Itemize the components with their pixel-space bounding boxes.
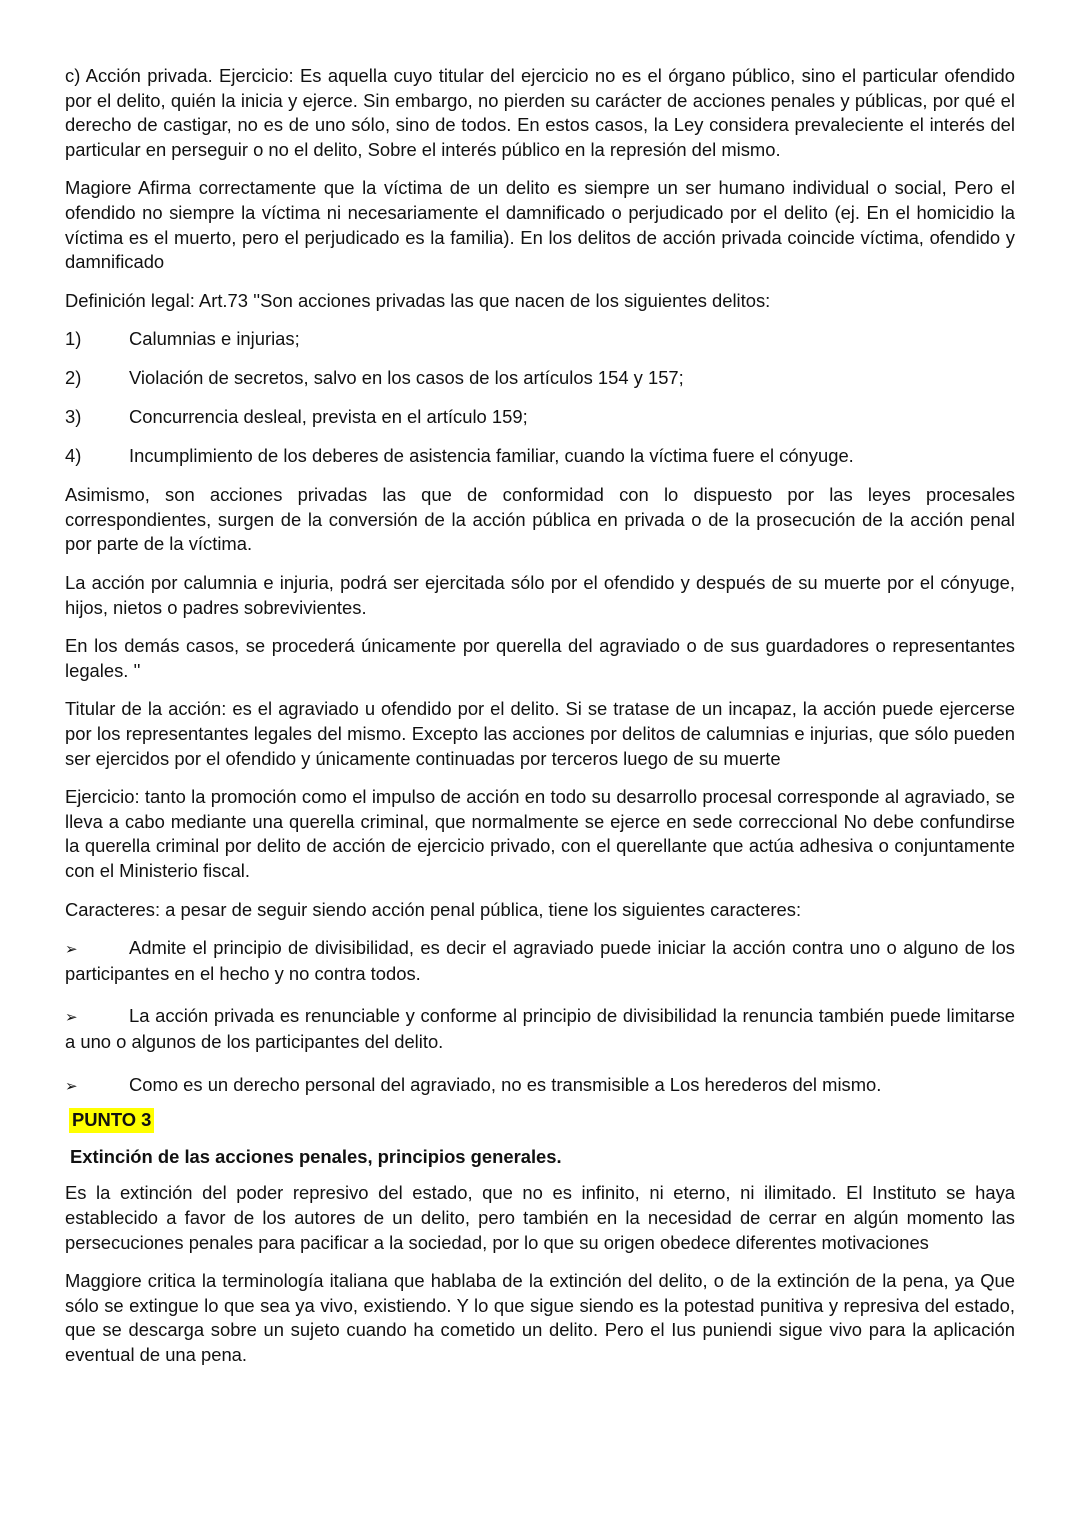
- paragraph-extincion: Es la extinción del poder represivo del estado, que no es infinito, ni eterno, ni ilimitado. El Instituto se haya establecido a favor de los autores de un delito, pero también en la necesidad de cerrar en algún momento las persecuciones penales para pacificar a la sociedad, por lo que su origen obedece diferentes motivaciones: [65, 1182, 1015, 1253]
- list-item: [65, 444, 1015, 469]
- paragraph-titular: Titular de la acción: es el agraviado u ofendido por el delito. Si se tratase de un incapaz, la acción puede ejercerse por los representantes legales del mismo. Excepto las acciones por delitos de calumnias e injurias, que sólo pueden ser ejercidos por el ofendido y únicamente continuadas por terceros luego de su muerte: [65, 698, 1015, 769]
- paragraph-accion-privada: c) Acción privada. Ejercicio: Es aquella cuyo titular del ejercicio no es el órgano público, sino el particular ofendido por el delito, quién la inicia y ejerce. Sin embargo, no pierden su carácter de acciones penales y públicas, por qué el derecho de castigar, no es de uno sólo, sino de todos. En estos casos, la Ley considera prevaleciente el interés del particular en perseguir o no el delito, Sobre el interés público en la represión del mismo.: [65, 65, 1015, 160]
- paragraph-calumnia: La acción por calumnia e injuria, podrá ser ejercitada sólo por el ofendido y después de su muerte por el cónyuge, hijos, nietos o padres sobrevivientes.: [65, 572, 1015, 618]
- document-page: [65, 64, 1015, 1382]
- list-item-text: Incumplimiento de los deberes de asistencia familiar, cuando la víctima fuere el cónyuge.: [129, 445, 854, 467]
- paragraph-magiore: Magiore Afirma correctamente que la víctima de un delito es siempre un ser humano individual o social, Pero el ofendido no siempre la víctima ni necesariamente el damnificado o perjudicado por el delito (ej. En el homicidio la víctima es el muerto, pero el perjudicado es la familia). En los delitos de acción privada coincide víctima, ofendido y damnificado: [65, 177, 1015, 273]
- list-item: [65, 366, 1015, 391]
- list-item-text: Concurrencia desleal, prevista en el artículo 159;: [129, 406, 528, 428]
- bullet-item: [65, 936, 1015, 986]
- list-item-text: Violación de secretos, salvo en los casos de los artículos 154 y 157;: [129, 367, 684, 389]
- punto-heading-row: [65, 1108, 1015, 1145]
- paragraph-demas-casos: En los demás casos, se procederá únicamente por querella del agraviado o de sus guardadores o representantes legales. '': [65, 635, 1015, 681]
- paragraph-asimismo: Asimismo, son acciones privadas las que de conformidad con lo dispuesto por las leyes procesales correspondientes, surgen de la conversión de la acción pública en privada o de la prosecución de la acción penal por parte de la víctima.: [65, 484, 1015, 555]
- bullet-text: La acción privada es renunciable y conforme al principio de divisibilidad la renuncia también puede limitarse a uno o algunos de los participantes del delito.: [65, 1005, 1015, 1052]
- arrow-bullet-icon: ➢: [65, 940, 78, 959]
- bullet-item: [65, 1004, 1015, 1054]
- bullet-text: Admite el principio de divisibilidad, es decir el agraviado puede iniciar la acción contra uno o alguno de los participantes en el hecho y no contra todos.: [65, 937, 1015, 984]
- paragraph-caracteres: Caracteres: a pesar de seguir siendo acción penal pública, tiene los siguientes caracteres:: [65, 898, 802, 920]
- list-item-number: 3): [65, 406, 82, 428]
- list-item-number: 1): [65, 328, 82, 350]
- list-item-text: Calumnias e injurias;: [129, 328, 300, 350]
- punto-heading: PUNTO 3: [69, 1108, 154, 1133]
- bullet-item: [65, 1073, 1015, 1099]
- section-title: Extinción de las acciones penales, principios generales.: [70, 1145, 562, 1167]
- paragraph-definicion-legal: Definición legal: Art.73 ''Son acciones privadas las que nacen de los siguientes delitos:: [65, 289, 771, 311]
- arrow-bullet-icon: ➢: [65, 1008, 78, 1027]
- list-item: [65, 405, 1015, 430]
- paragraph-maggiore: Maggiore critica la terminología italiana que hablaba de la extinción del delito, o de la extinción de la pena, ya Que sólo se extingue lo que sea ya vivo, existiendo. Y lo que sigue siendo es la potestad punitiva y represiva del estado, que se descarga sobre un sujeto cuando ha cometido un delito. Pero el Ius puniendi sigue vivo para la aplicación eventual de una pena.: [65, 1270, 1015, 1365]
- list-item: [65, 327, 1015, 352]
- arrow-bullet-icon: ➢: [65, 1076, 78, 1095]
- list-item-number: 4): [65, 445, 82, 467]
- paragraph-ejercicio: Ejercicio: tanto la promoción como el impulso de acción en todo su desarrollo procesal corresponde al agraviado, se lleva a cabo mediante una querella criminal, que normalmente se ejerce en sede correccional No debe confundirse la querella criminal por delito de acción de ejercicio privado, con el querellante que actúa adhesiva o conjuntamente con el Ministerio fiscal.: [65, 786, 1015, 881]
- bullet-text: Como es un derecho personal del agraviado, no es transmisible a Los herederos del mismo.: [129, 1073, 882, 1095]
- list-item-number: 2): [65, 367, 82, 389]
